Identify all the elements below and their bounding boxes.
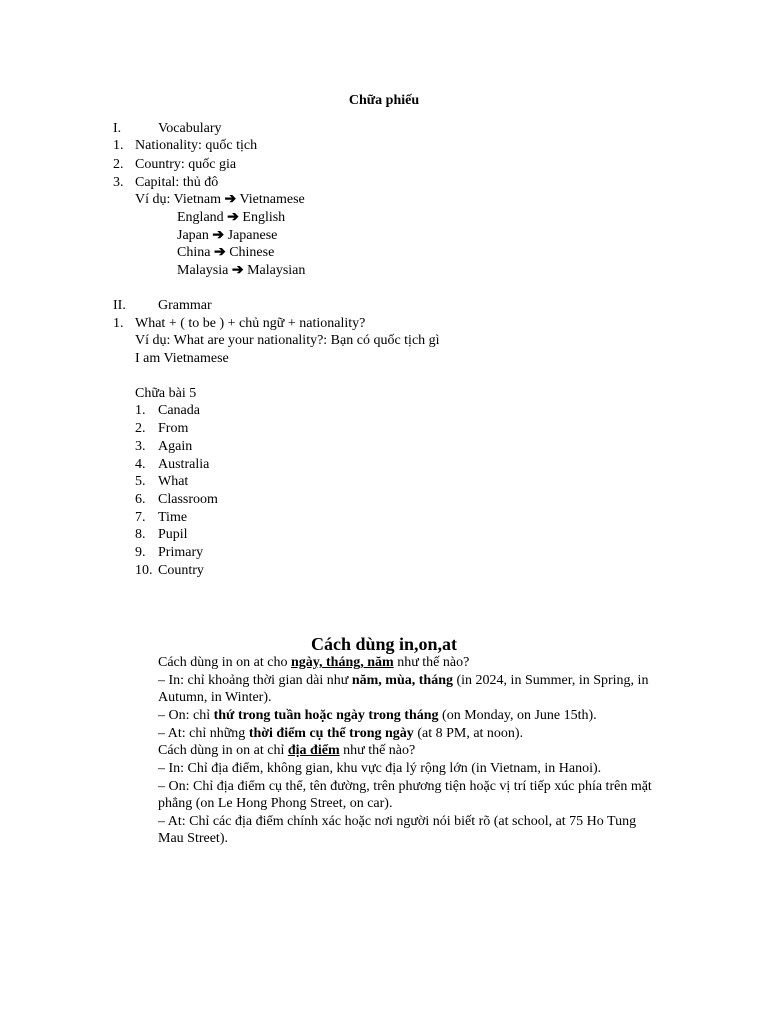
place-question [158, 742, 415, 759]
answer-num: 4. [135, 457, 146, 472]
exercise-title: Chữa bài 5 [135, 386, 197, 401]
answer-num: 6. [135, 492, 146, 507]
example-prefix: Ví dụ: [135, 192, 171, 207]
answer-text: Classroom [158, 492, 218, 507]
answer-text: What [158, 474, 189, 489]
vocab-item: Nationality: quốc tịch [135, 138, 258, 153]
at-time-keyword: thời điểm cụ thể trong ngày [248, 726, 414, 741]
answer-num: 9. [135, 545, 146, 560]
example-pair [177, 209, 285, 226]
on-time-pre: – On: chỉ [158, 708, 214, 723]
vocab-item-num: 2. [113, 157, 124, 172]
answer-text: From [158, 421, 189, 436]
arrow-icon: ➔ [212, 228, 225, 243]
place-question-keyword: địa điểm [287, 743, 340, 758]
in-time-post: (in 2024, in Summer, in Spring, in Autumn, in Winter). [158, 673, 649, 705]
answer-num: 5. [135, 474, 146, 489]
nationality-name: Vietnamese [239, 192, 305, 207]
country-name: England [177, 210, 224, 225]
grammar-answer: I am Vietnamese [135, 351, 229, 366]
nationality-name: English [242, 210, 286, 225]
example-pair [177, 244, 274, 261]
section1-numeral: I. [113, 121, 122, 136]
arrow-icon: ➔ [231, 263, 244, 278]
vocab-item-num: 1. [113, 138, 124, 153]
grammar-example: Ví dụ: What are your nationality?: Bạn có quốc tịch gì [135, 333, 440, 348]
section2-numeral: II. [113, 298, 126, 313]
nationality-name: Malaysian [247, 263, 306, 278]
nationality-name: Japanese [227, 228, 278, 243]
on-place-rule: – On: Chỉ địa điểm cụ thể, tên đường, trên phương tiện hoặc vị trí tiếp xúc phía trên mặt phẳng (on Le Hong Phong Street, on car). [158, 779, 652, 811]
answer-num: 10. [135, 563, 153, 578]
at-time-post: (at 8 PM, at noon). [413, 726, 524, 741]
time-question [158, 654, 469, 671]
arrow-icon: ➔ [224, 192, 237, 207]
in-place-rule: – In: Chỉ địa điểm, không gian, khu vực địa lý rộng lớn (in Vietnam, in Hanoi). [158, 761, 602, 776]
vocab-item-num: 3. [113, 175, 124, 190]
answer-num: 8. [135, 527, 146, 542]
answer-text: Country [158, 563, 204, 578]
on-time-rule [158, 707, 597, 724]
country-name: Malaysia [177, 263, 229, 278]
vocab-item: Capital: thủ đô [135, 175, 219, 190]
section2-heading: Grammar [158, 298, 212, 313]
at-time-pre: – At: chỉ những [158, 726, 249, 741]
at-place-rule: – At: Chỉ các địa điểm chính xác hoặc nơi người nói biết rõ (at school, at 75 Ho Tung Mau Street). [158, 814, 637, 846]
vocab-item: Country: quốc gia [135, 157, 237, 172]
grammar-item-num: 1. [113, 316, 124, 331]
country-name: Vietnam [173, 192, 222, 207]
answer-text: Pupil [158, 527, 188, 542]
section1-heading: Vocabulary [158, 121, 222, 136]
answer-text: Primary [158, 545, 204, 560]
in-time-keyword: năm, mùa, tháng [351, 673, 453, 688]
time-question-pre: Cách dùng in on at cho [158, 655, 291, 670]
answer-num: 1. [135, 403, 146, 418]
time-question-post: như thế nào? [393, 655, 470, 670]
example-pair [177, 262, 305, 279]
answer-text: Again [158, 439, 193, 454]
answer-text: Australia [158, 457, 210, 472]
grammar-structure: What + ( to be ) + chủ ngữ + nationality? [135, 316, 366, 331]
place-question-pre: Cách dùng in on at chỉ [158, 743, 288, 758]
in-time-pre: – In: chỉ khoảng thời gian dài như [158, 673, 352, 688]
answer-num: 7. [135, 510, 146, 525]
example-pair [177, 227, 277, 244]
answer-text: Canada [158, 403, 200, 418]
on-time-post: (on Monday, on June 15th). [438, 708, 597, 723]
country-name: China [177, 245, 211, 260]
answer-num: 3. [135, 439, 146, 454]
at-time-rule [158, 725, 523, 742]
in-time-rule [158, 672, 663, 706]
time-question-keyword: ngày, tháng, năm [290, 655, 394, 670]
page-title: Chữa phiếu [348, 93, 420, 108]
place-question-post: như thế nào? [339, 743, 416, 758]
answer-text: Time [158, 510, 188, 525]
arrow-icon: ➔ [213, 245, 226, 260]
answer-num: 2. [135, 421, 146, 436]
country-name: Japan [177, 228, 209, 243]
arrow-icon: ➔ [227, 210, 239, 225]
usage-heading: Cách dùng in,on,at [310, 634, 458, 654]
on-time-keyword: thứ trong tuần hoặc ngày trong tháng [213, 708, 439, 723]
nationality-name: Chinese [229, 245, 275, 260]
example-line [135, 191, 305, 208]
